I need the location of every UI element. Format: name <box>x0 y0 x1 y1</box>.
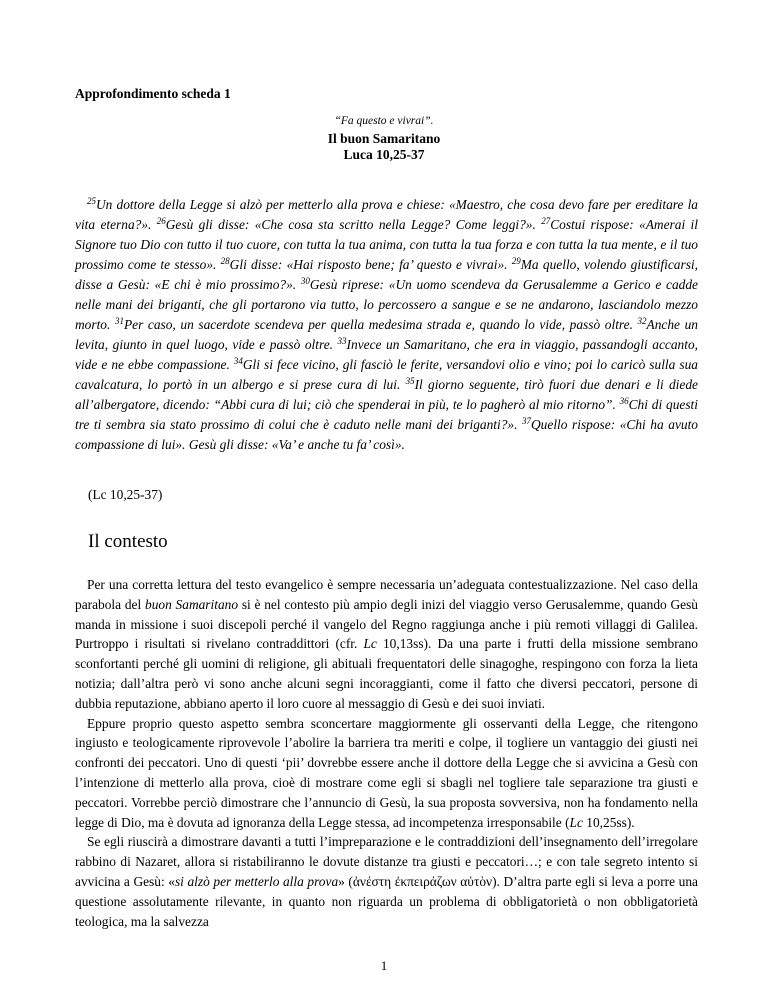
verse-number: 28 <box>220 256 230 266</box>
passage-citation: (Lc 10,25-37) <box>88 487 163 502</box>
verse-text: Invece un Samaritano, che era in viaggio, passandogli accanto, vide e ne ebbe compassione. <box>75 337 698 372</box>
passage-title: Il buon Samaritano <box>327 131 441 146</box>
verse-number: 30 <box>300 276 310 286</box>
verse-text: Gesù gli disse: «Che cosa sta scritto nella Legge? Come leggi?». <box>165 217 542 232</box>
verse-text: Un dottore della Legge si alzò per metterlo alla prova e chiese: «Maestro, che cosa devo fare per ereditare la vita eterna?». <box>75 197 698 232</box>
paragraph: Per una corretta lettura del testo evangelico è sempre necessaria un’adeguata contestualizzazione. Nel caso della parabola del buon Samaritano si è nel contesto più ampio degli inizi del viaggio verso Gerusalemme, quando Gesù manda in missione i suoi discepoli perché il vangelo del Regno raggiunga anche i più remoti villaggi di Galilea. Purtroppo i risultati si rivelano contraddittori (cfr. Lc 10,13ss). Da una parte i frutti della missione sembrano sconfortanti perché gli uomini di religione, gli abituali frequentatori delle sinagoghe, respingono con forza la lieta notizia; dall’altra però vi sono anche alcuni segni incoraggianti, come il fatto che diversi peccatori, persone di dubbia reputazione, abbiano aperto il loro cuore al messaggio di Gesù e dei suoi inviati. <box>75 577 698 711</box>
verse-number: 35 <box>405 376 415 386</box>
verse-number: 36 <box>619 396 629 406</box>
verse-text: Anche un levita, giunto in quel luogo, vide e passò oltre. <box>75 317 698 352</box>
paragraph: Eppure proprio questo aspetto sembra sconcertare maggiormente gli osservanti della Legge, che ritengono ingiusto e teologicamente riprovevole l’abolire la barriera tra meriti e colpe, il togliere un vantaggio dei giusti nei confronti dei peccatori. Uno di questi ‘pii’ dovrebbe essere anche il dottore della Legge che si avvicina a Gesù con l’intenzione di metterlo alla prova, cioè di mostrare come egli si sbagli nel togliere tale separazione tra giusti e peccatori. Vorrebbe perciò dimostrare che l’annuncio di Gesù, la sua proposta sovversiva, non ha fondamento nella legge di Dio, ma è dovuta ad ignoranza della Legge stessa, ad incompetenza irresponsabile (Lc 10,25ss). <box>75 715 698 830</box>
verse-number: 32 <box>637 316 647 326</box>
passage-reference-title: Luca 10,25-37 <box>343 147 425 162</box>
paragraph: Se egli riuscirà a dimostrare davanti a tutti l’impreparazione e le contraddizioni dell’insegnamento dell’irregolare rabbino di Nazaret, allora si ristabiliranno le dovute distanze tra giusti e peccatori…; e con tale segreto intento si avvicina a Gesù: «si alzò per metterlo alla prova» (ἀνέστη ἐκπειράζων αὐτὸν). D’altra parte egli si leva a porre una questione assolutamente rilevante, in quanto non riguarda un problema di obbligatorietà o non obbligatorietà teologica, ma la salvezza <box>75 834 698 929</box>
verse-text: Per caso, un sacerdote scendeva per quella medesima strada e, quando lo vide, passò oltre. <box>123 317 638 332</box>
verse-number: 31 <box>114 316 124 326</box>
document-heading: Approfondimento scheda 1 <box>75 86 231 101</box>
verse-text: Costui rispose: «Amerai il Signore tuo Dio con tutto il tuo cuore, con tutta la tua anima, con tutta la tua forza e con tutta la tua mente, e il tuo prossimo come te stesso». <box>75 217 698 272</box>
verse-number: 37 <box>522 416 532 426</box>
verse-number: 27 <box>541 216 551 226</box>
verse-text: Chi di questi tre ti sembra sia stato prossimo di colui che è caduto nelle mani dei briganti?». <box>75 397 698 432</box>
bible-passage <box>75 195 698 455</box>
epigraph: “Fa questo e vivrai”. <box>334 115 434 127</box>
verse-text: Gli disse: «Hai risposto bene; fa’ questo e vivrai». <box>229 257 512 272</box>
verse-text: Gli si fece vicino, gli fasciò le ferite, versandovi olio e vino; poi lo caricò sulla sua cavalcatura, lo portò in un albergo e si prese cura di lui. <box>75 357 698 392</box>
verse-number: 25 <box>87 196 96 206</box>
verse-text: Il giorno seguente, tirò fuori due denari e li diede all’albergatore, dicendo: “Abbi cura di lui; ciò che spenderai in più, te lo pagherò al mio ritorno”. <box>75 377 698 412</box>
verse-number: 26 <box>156 216 166 226</box>
verse-number: 29 <box>511 256 521 266</box>
verse-number: 34 <box>233 356 243 366</box>
verse-text: Quello rispose: «Chi ha avuto compassione di lui». Gesù gli disse: «Va’ e anche tu fa’ così». <box>75 417 698 452</box>
page-number: 1 <box>380 958 388 973</box>
verse-text: Gesù riprese: «Un uomo scendeva da Gerusalemme a Gerico e cadde nelle mani dei briganti, che gli portarono via tutto, lo percossero a sangue e se ne andarono, lasciandolo mezzo morto. <box>75 277 698 332</box>
section-title: Il contesto <box>88 531 168 552</box>
commentary-body <box>75 575 698 931</box>
verse-text: Ma quello, volendo giustificarsi, disse a Gesù: «E chi è mio prossimo?». <box>75 257 698 292</box>
verse-number: 33 <box>337 336 347 346</box>
